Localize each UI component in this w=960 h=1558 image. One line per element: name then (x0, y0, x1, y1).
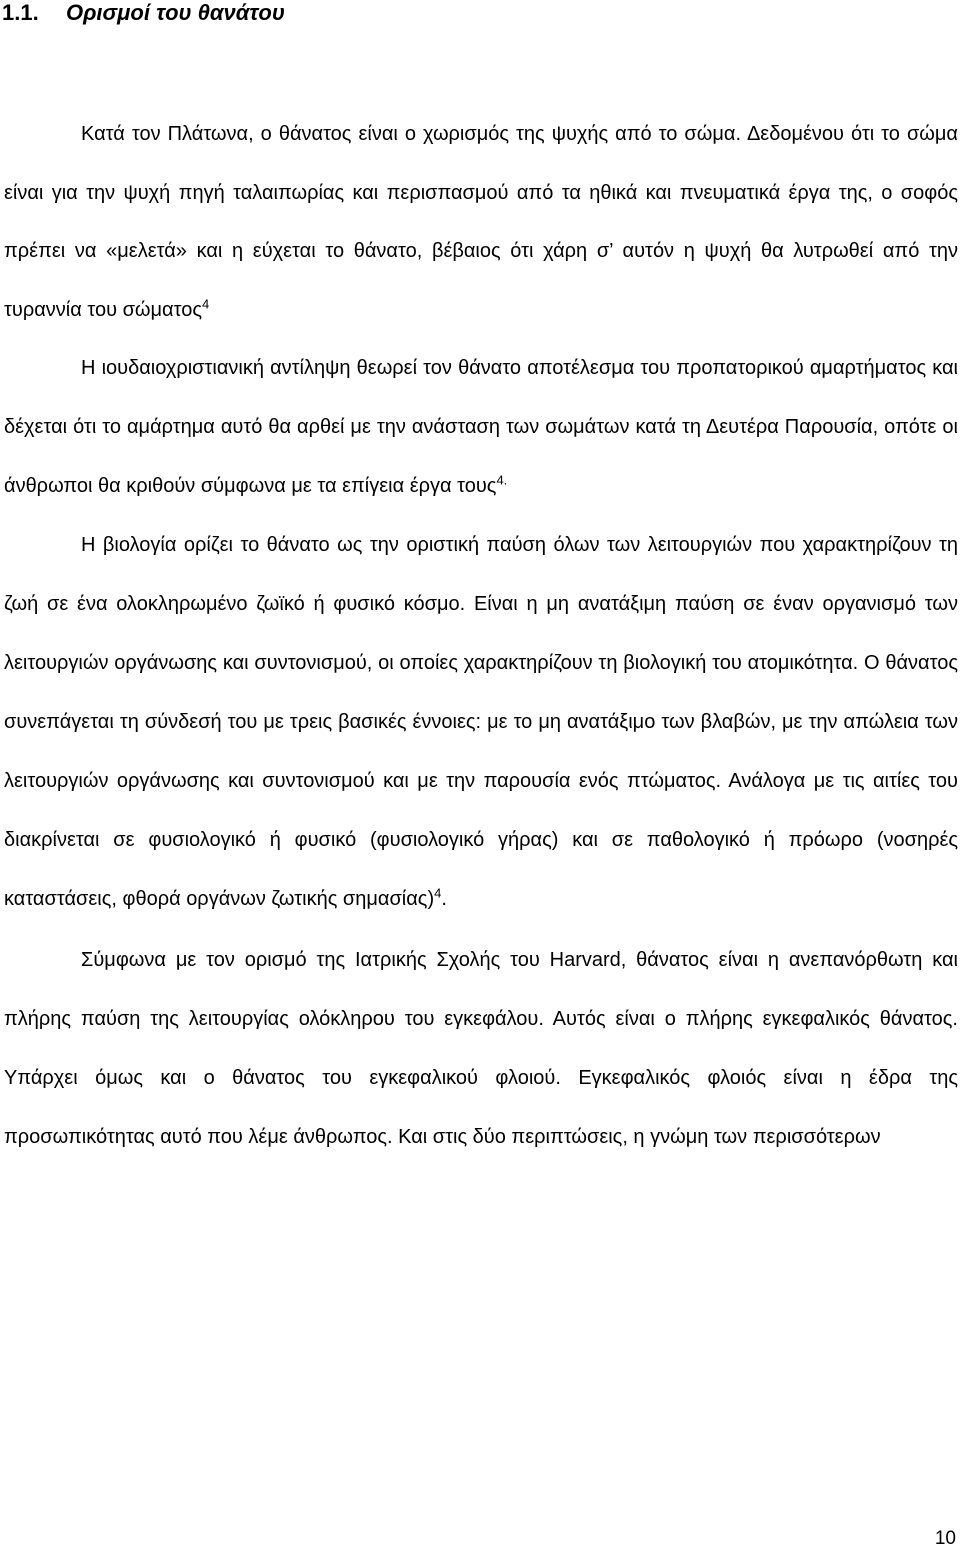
page-number: 10 (934, 1528, 956, 1549)
footnote-ref: 4 (202, 295, 210, 311)
paragraph-text: Η ιουδαιοχριστιανική αντίληψη θεωρεί τον θάνατο αποτέλεσμα του προπατορικού αμαρτήματος και δέχεται ότι το αμάρτημα αυτό θα αρθεί με την ανάσταση των σωμάτων κατά τη Δευτέρα Παρουσία, οπότε οι άνθρωποι θα κριθούν σύμφωνα με τα επίγεια έργα τους (4, 357, 958, 497)
paragraph-text: Σύμφωνα με τον ορισμό της Ιατρικής Σχολής του Harvard, θάνατος είναι η ανεπανόρθωτη και πλήρης παύση της λειτουργίας ολόκληρου του εγκεφάλου. Αυτός είναι ο πλήρης εγκεφαλικός θάνατος. Υπάρχει όμως και ο θάνατος του εγκεφαλικού φλοιού. Εγκεφαλικός φλοιός είναι η έδρα της προσωπικότητας αυτό που λέμε άνθρωπος. Και στις δύο περιπτώσεις, η γνώμη των περισσότερων (4, 949, 958, 1148)
paragraph-biology (4, 516, 958, 929)
paragraph-text: Η βιολογία ορίζει το θάνατο ως την οριστική παύση όλων των λειτουργιών που χαρακτηρίζουν τη ζωή σε ένα ολοκληρωμένο ζωϊκό ή φυσικό κόσμο. Είναι η μη ανατάξιμη παύση σε έναν οργανισμό των λειτουργιών οργάνωσης και συντονισμού, οι οποίες χαρακτηρίζουν τη βιολογική του ατομικότητα. Ο θάνατος συνεπάγεται τη σύνδεσή του με τρεις βασικές έννοιες: με το μη ανατάξιμο των βλαβών, με την απώλεια των λειτουργιών οργάνωσης και συντονισμού και με την παρουσία ενός πτώματος. Ανάλογα με τις αιτίες του διακρίνεται σε φυσιολογικό ή φυσικό (φυσιολογικό γήρας) και σε παθολογικό ή πρόωρο (νοσηρές καταστάσεις, φθορά οργάνων ζωτικής σημασίας) (4, 534, 958, 910)
footnote-ref: 4. (496, 472, 508, 488)
section-heading (2, 0, 285, 30)
paragraph-end-punctuation: . (441, 888, 447, 910)
section-title: Ορισμοί του θανάτου (66, 0, 285, 25)
paragraph-text: Κατά τον Πλάτωνα, ο θάνατος είναι ο χωρισμός της ψυχής από το σώμα. Δεδομένου ότι το σώμα είναι για την ψυχή πηγή ταλαιπωρίας και περισπασμού από τα ηθικά και πνευματικά έργα της, ο σοφός πρέπει να «μελετά» και η εύχεται το θάνατο, βέβαιος ότι χάρη σ’ αυτόν η ψυχή θα λυτρωθεί από την τυραννία του σώματος (4, 123, 958, 321)
section-number: 1.1. (2, 0, 39, 25)
paragraph-judeo-christian (4, 339, 958, 516)
paragraph-plato (4, 105, 958, 339)
footnote-ref: 4 (434, 885, 442, 901)
document-body (4, 105, 958, 1167)
paragraph-harvard (4, 931, 958, 1167)
